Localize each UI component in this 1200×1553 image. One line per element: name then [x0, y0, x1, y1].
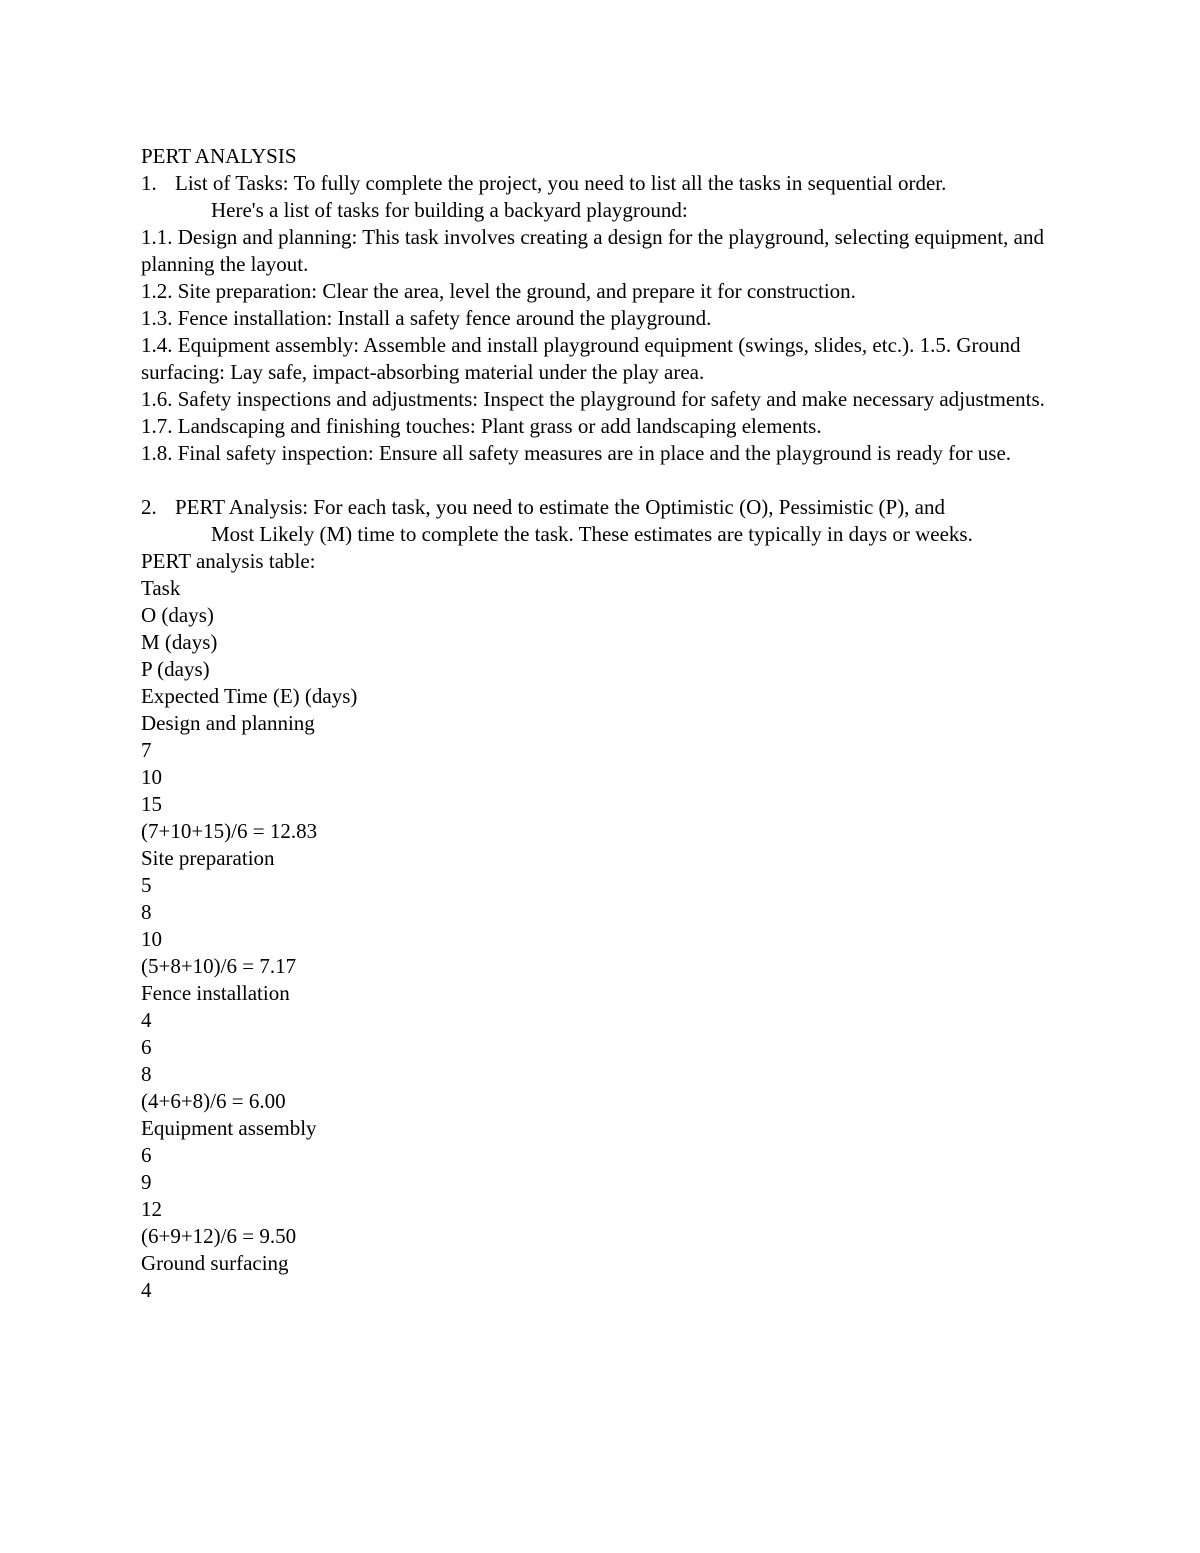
- spacer: [141, 467, 1061, 494]
- section-1-intro-continued: Here's a list of tasks for building a backyard playground:: [211, 198, 688, 222]
- table-cell: 4: [141, 1278, 152, 1302]
- table-cell: Equipment assembly: [141, 1116, 317, 1140]
- table-cell: 7: [141, 738, 152, 762]
- table-header: Task: [141, 576, 181, 600]
- section-2: [141, 494, 1061, 548]
- table-header: Expected Time (E) (days): [141, 684, 358, 708]
- table-cell: 15: [141, 792, 162, 816]
- table-cell: 10: [141, 765, 162, 789]
- section-1-intro: List of Tasks: To fully complete the project, you need to list all the tasks in sequential order.: [175, 171, 947, 195]
- table-cell: (7+10+15)/6 = 12.83: [141, 819, 318, 843]
- section-1: [141, 170, 1061, 224]
- table-cell: 8: [141, 900, 152, 924]
- task-item: 1.7. Landscaping and finishing touches: Plant grass or add landscaping elements.: [141, 414, 822, 438]
- table-cell: 5: [141, 873, 152, 897]
- task-item: 1.8. Final safety inspection: Ensure all safety measures are in place and the playground is ready for use.: [141, 441, 1012, 465]
- table-cell: 8: [141, 1062, 152, 1086]
- table-cell: Design and planning: [141, 711, 315, 735]
- table-cell: 4: [141, 1008, 152, 1032]
- table-cell: 10: [141, 927, 162, 951]
- table-cell: 6: [141, 1143, 152, 1167]
- table-header: M (days): [141, 630, 218, 654]
- task-item: 1.6. Safety inspections and adjustments: Inspect the playground for safety and make necessary adjustments.: [141, 387, 1045, 411]
- table-cell: (5+8+10)/6 = 7.17: [141, 954, 297, 978]
- table-cell: Ground surfacing: [141, 1251, 289, 1275]
- task-item: 1.1. Design and planning: This task involves creating a design for the playground, selecting equipment, and planning the layout.: [141, 225, 1044, 276]
- table-cell: 12: [141, 1197, 162, 1221]
- task-item: 1.3. Fence installation: Install a safety fence around the playground.: [141, 306, 712, 330]
- section-2-intro: PERT Analysis: For each task, you need to estimate the Optimistic (O), Pessimistic (P), and: [175, 495, 946, 519]
- section-2-intro-continued: Most Likely (M) time to complete the task. These estimates are typically in days or weeks.: [211, 522, 973, 546]
- document-body: [141, 143, 1061, 1304]
- table-cell: (6+9+12)/6 = 9.50: [141, 1224, 297, 1248]
- document-title: PERT ANALYSIS: [141, 144, 297, 168]
- table-header: O (days): [141, 603, 214, 627]
- table-cell: (4+6+8)/6 = 6.00: [141, 1089, 286, 1113]
- table-cell: Site preparation: [141, 846, 275, 870]
- section-2-number: 2.: [141, 495, 157, 519]
- task-item: 1.4. Equipment assembly: Assemble and install playground equipment (swings, slides, etc.). 1.5. Ground surfacing: Lay safe, impact-absorbing material under the play area.: [141, 333, 1021, 384]
- table-cell: 9: [141, 1170, 152, 1194]
- section-1-number: 1.: [141, 171, 157, 195]
- table-cell: Fence installation: [141, 981, 290, 1005]
- table-header: P (days): [141, 657, 210, 681]
- table-intro: PERT analysis table:: [141, 549, 316, 573]
- task-item: 1.2. Site preparation: Clear the area, level the ground, and prepare it for construction.: [141, 279, 856, 303]
- table-cell: 6: [141, 1035, 152, 1059]
